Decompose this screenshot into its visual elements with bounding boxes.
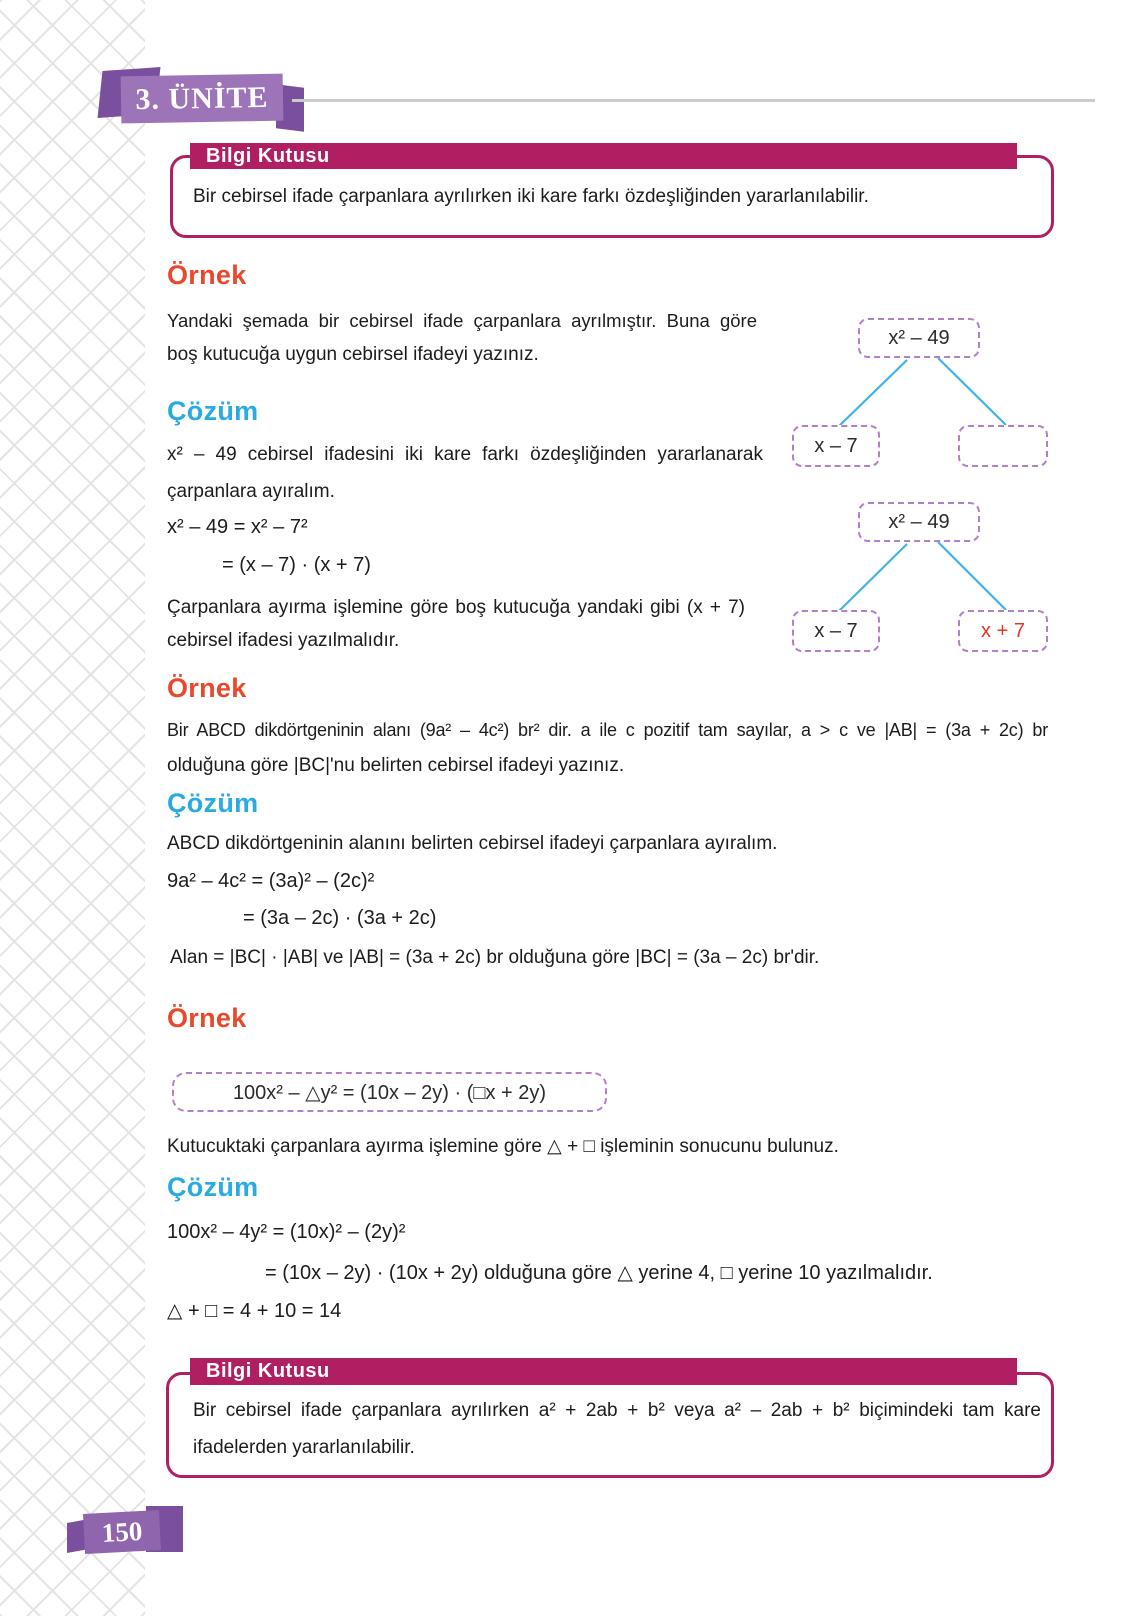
solution2-text-line1: ABCD dikdörtgeninin alanını belirten cebirsel ifadeyi çarpanlara ayıralım. [167,833,778,854]
info-box-bottom-titlebar [190,1358,1017,1385]
info-box-top-title: Bilgi Kutusu [206,144,330,167]
info-box-bottom-text-line1: Bir cebirsel ifade çarpanlara ayrılırken a² + 2ab + b² veya a² – 2ab + b² biçimindeki tam kare [193,1400,1041,1421]
solution1-math-line1: x² – 49 = x² – 7² [167,516,308,538]
left-crosshatch-pattern [0,0,145,1616]
solution2-heading: Çözüm [167,788,259,818]
tree2-answer-box: x + 7 [958,610,1048,652]
tree1-empty-box [958,425,1048,467]
example1-text-line2: boş kutucuğa uygun cebirsel ifadeyi yazınız. [167,344,539,365]
info-box-bottom-text-line2: ifadelerden yararlanılabilir. [193,1437,415,1458]
tree2-left-box: x – 7 [792,610,880,652]
info-box-bottom-title: Bilgi Kutusu [206,1360,330,1382]
example2-text-line2: olduğuna göre |BC|'nu belirten cebirsel ifadeyi yazınız. [167,755,625,776]
example3-text-line1: Kutucuktaki çarpanlara ayırma işlemine göre △ + □ işleminin sonucunu bulunuz. [167,1136,839,1157]
page-number-ribbon [83,1510,161,1554]
unit-banner-label: 3. ÜNİTE [135,80,269,116]
solution1-text-line3: Çarpanlara ayırma işlemine göre boş kutucuğa yandaki gibi (x + 7) [167,597,745,618]
example1-text-line1: Yandaki şemada bir cebirsel ifade çarpanlara ayrılmıştır. Buna göre [167,310,757,331]
solution2-math-line2: = (3a – 2c) · (3a + 2c) [243,907,437,929]
example3-heading: Örnek [167,1003,247,1033]
solution1-heading: Çözüm [167,396,259,426]
solution3-math-line2: = (10x – 2y) · (10x + 2y) olduğuna göre △ yerine 4, □ yerine 10 yazılmalıdır. [265,1262,933,1284]
solution2-text-line2: Alan = |BC| · |AB| ve |AB| = (3a + 2c) br olduğuna göre |BC| = (3a – 2c) br'dir. [170,947,820,968]
solution2-math-line1: 9a² – 4c² = (3a)² – (2c)² [167,870,375,892]
solution1-text-line1: x² – 49 cebirsel ifadesini iki kare farkı özdeşliğinden yararlanarak [167,444,763,465]
solution3-math-line1: 100x² – 4y² = (10x)² – (2y)² [167,1221,406,1243]
page-number: 150 [100,1515,143,1548]
solution1-text-line4: cebirsel ifadesi yazılmalıdır. [167,630,400,651]
solution1-math-line2: = (x – 7) · (x + 7) [222,554,371,576]
tree1-left-box: x – 7 [792,425,880,467]
info-box-top-text: Bir cebirsel ifade çarpanlara ayrılırken iki kare farkı özdeşliğinden yararlanılabilir. [193,186,869,207]
info-box-top-titlebar [190,143,1017,169]
solution3-math-line3: △ + □ = 4 + 10 = 14 [167,1300,342,1322]
solution3-heading: Çözüm [167,1172,259,1202]
solution1-text-line2: çarpanlara ayıralım. [167,481,335,502]
example3-equation-box: 100x² – △y² = (10x – 2y) · (□x + 2y) [172,1072,607,1112]
example2-heading: Örnek [167,673,247,703]
header-rule [292,99,1095,102]
example1-heading: Örnek [167,260,247,290]
tree2-root-box: x² – 49 [858,502,980,542]
tree1-root-box: x² – 49 [858,318,980,358]
example2-text-line1: Bir ABCD dikdörtgeninin alanı (9a² – 4c²) br² dir. a ile c pozitif tam sayılar, a > c ve |AB| = (3a + 2c) br [167,720,1048,740]
info-box-bottom [166,1372,1054,1478]
unit-banner [121,74,284,124]
